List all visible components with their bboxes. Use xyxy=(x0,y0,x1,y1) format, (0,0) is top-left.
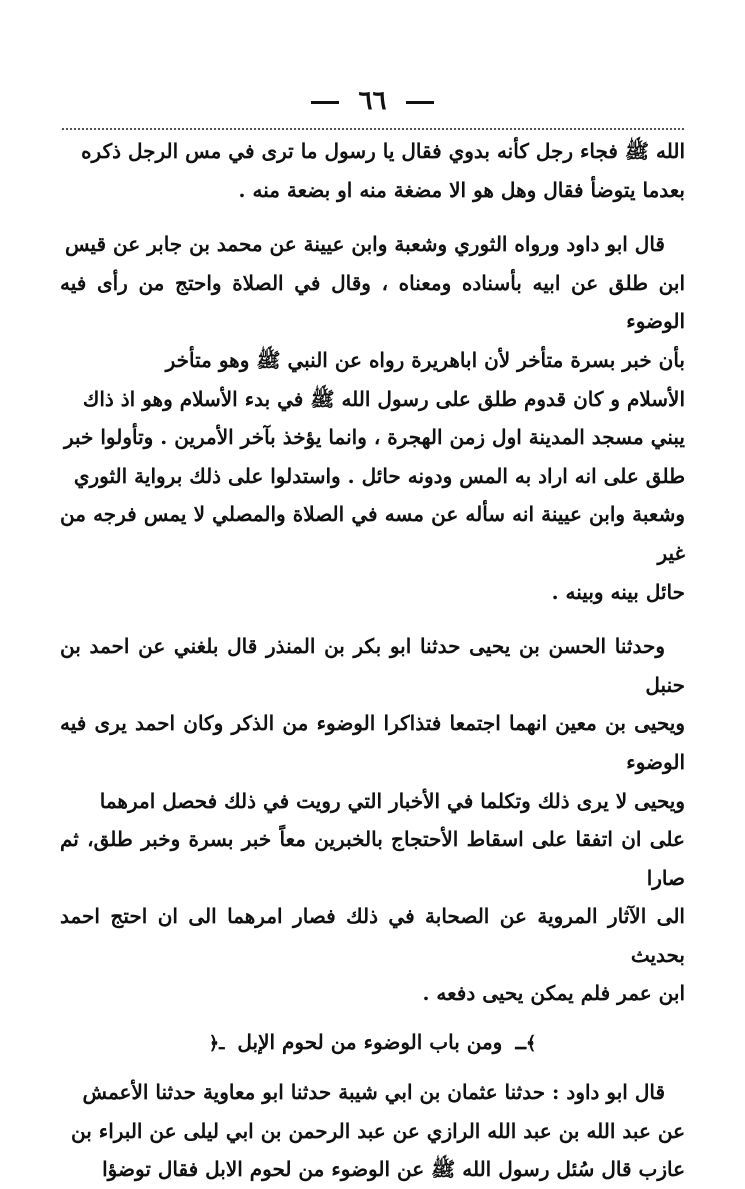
paragraph-1 xyxy=(60,132,685,209)
text-line: على ان اتفقا على اسقاط الأحتجاج بالخبرين معاً خبر بسرة وخبر طلق، ثم صارا xyxy=(60,827,685,890)
paragraph-2 xyxy=(60,225,685,611)
paragraph-3 xyxy=(60,627,685,1013)
text-line: وحدثنا الحسن بن يحيى حدثنا ابو بكر بن المنذر قال بلغني عن احمد بن حنبل xyxy=(60,634,685,697)
paragraph-4 xyxy=(60,1073,685,1189)
paragraph-gap xyxy=(60,209,685,225)
text-line: بأن خبر بسرة متأخر لأن اباهريرة رواه عن النبي ﷺ وهو متأخر xyxy=(165,347,685,372)
text-line: عازب قال سُئل رسول الله ﷺ عن الوضوء من لحوم الابل فقال توضؤا xyxy=(102,1157,685,1182)
text-line: ويحيى بن معين انهما اجتمعا فتذاكرا الوضوء من الذكر وكان احمد يرى فيه الوضوء xyxy=(60,711,685,774)
page-number-dash-right xyxy=(406,101,434,104)
ornament-right-icon: ﴾ـ xyxy=(515,1033,537,1055)
section-heading-text: ومن باب الوضوء من لحوم الإبل xyxy=(237,1030,503,1055)
page-number-dash-left xyxy=(311,101,339,104)
text-line: الله ﷺ فجاء رجل كأنه بدوي فقال يا رسول ما ترى في مس الرجل ذكره xyxy=(81,139,685,163)
paragraph-gap xyxy=(60,611,685,627)
text-line: بعدما يتوضأ فقال وهل هو الا مضغة منه او بضعة منه . xyxy=(238,177,685,202)
page-number xyxy=(0,86,745,116)
text-line: قال ابو داود : حدثنا عثمان بن ابي شيبة حدثنا ابو معاوية حدثنا الأعمش xyxy=(82,1080,665,1105)
paragraph-gap xyxy=(60,1013,685,1023)
text-line: الى الآثار المروية عن الصحابة في ذلك فصار امرهما الى ان احتج احمد بحديث xyxy=(60,904,685,967)
text-line: الأسلام و كان قدوم طلق على رسول الله ﷺ في بدء الأسلام وهو اذ ذاك xyxy=(82,386,685,411)
text-line: عن عبد الله بن عبد الله الرازي عن عبد الرحمن بن ابي ليلى عن البراء بن xyxy=(71,1118,685,1143)
text-line: ابن طلق عن ابيه بأسناده ومعناه ، وقال في الصلاة واحتج من رأى فيه الوضوء xyxy=(60,270,685,334)
ornament-left-icon: ـ﴿ xyxy=(208,1033,225,1055)
text-line: طلق على انه اراد به المس ودونه حائل . واستدلوا على ذلك برواية الثوري xyxy=(73,463,685,488)
text-line: قال ابو داود ورواه الثوري وشعبة وابن عيينة عن محمد بن جابر عن قيس xyxy=(64,232,665,257)
text-line: وشعبة وابن عيينة انه سأله عن مسه في الصلاة والمصلي لا يمس فرجه من غير xyxy=(60,502,685,565)
text-line: ويحيى لا يرى ذلك وتكلما في الأخبار التي رويت في ذلك فحصل امرهما xyxy=(99,788,685,813)
paragraph-gap xyxy=(60,1063,685,1073)
text-line: حائل بينه وبينه . xyxy=(551,579,685,604)
text-line: ابن عمر فلم يمكن يحيى دفعه . xyxy=(422,981,685,1006)
page-number-value: ٦٦ xyxy=(358,86,387,116)
body-text xyxy=(60,132,685,1189)
header-rule xyxy=(62,128,684,130)
text-line: يبني مسجد المدينة اول زمن الهجرة ، وانما يؤخذ بآخر الأمرين . وتأولوا خبر xyxy=(63,425,685,450)
section-heading xyxy=(60,1023,685,1063)
